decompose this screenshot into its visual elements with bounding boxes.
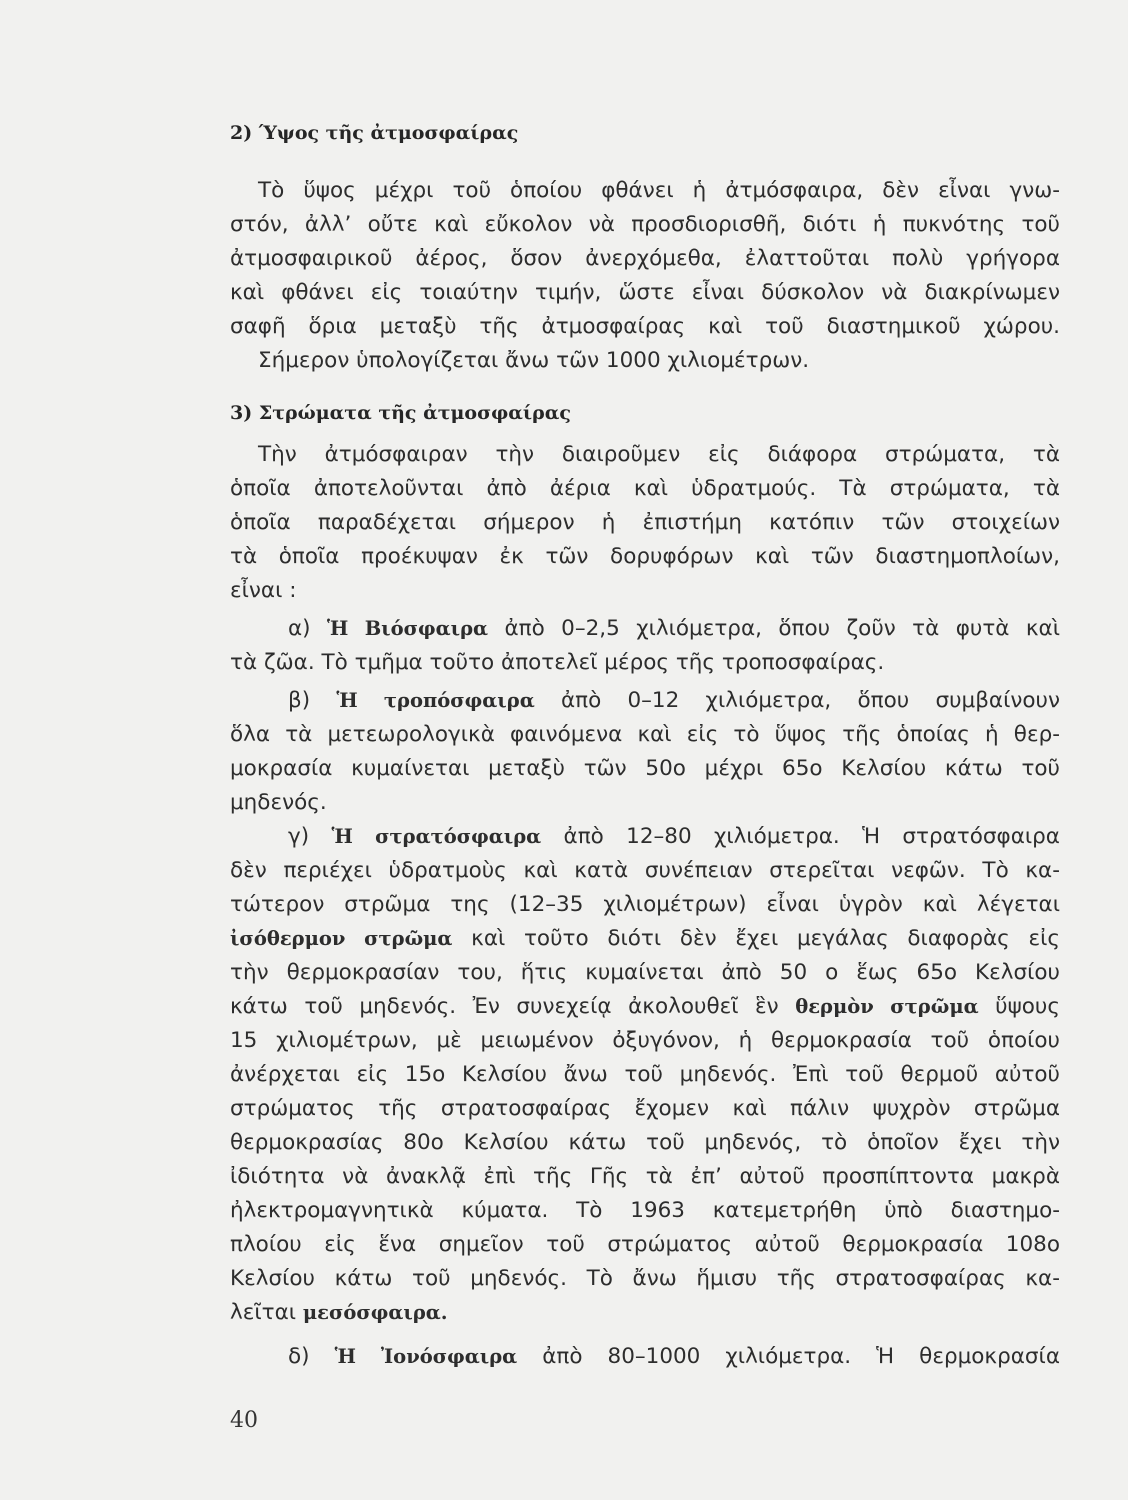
layer-label: δ)	[288, 1344, 310, 1369]
paragraph-line: 15 χιλιομέτρων, μὲ μειωμένον ὀξυγόνον, ἡ θερμοκρασία τοῦ ὁποίου	[230, 1028, 1060, 1053]
paragraph-line	[230, 1298, 1060, 1328]
paragraph-line: Κελσίου κάτω τοῦ μηδενός. Τὸ ἄνω ἥμισυ τῆς στρατοσφαίρας κα-	[230, 1266, 1060, 1291]
paragraph-line: Τὴν ἀτμόσφαιραν τὴν διαιροῦμεν εἰς διάφορα στρώματα, τὰ	[258, 442, 1060, 467]
paragraph-line: Σήμερον ὑπολογίζεται ἄνω τῶν 1000 χιλιομέτρων.	[258, 348, 810, 373]
paragraph-line	[230, 992, 1060, 1022]
paragraph-line: ὁποῖα ἀποτελοῦνται ἀπὸ ἀέρια καὶ ὑδρατμούς. Τὰ στρώματα, τὰ	[230, 476, 1060, 501]
mesosphere-term: μεσόσφαιρα.	[302, 1301, 448, 1324]
layer-text: ἀπὸ 0–12 χιλιόμετρα, ὅπου συμβαίνουν	[560, 688, 1060, 713]
layer-stratosphere-line	[288, 822, 1060, 852]
layer-text: ἀπὸ 80–1000 χιλιόμετρα. Ἡ θερμοκρασία	[542, 1344, 1060, 1369]
layer-name: Ἡ στρατόσφαιρα	[331, 825, 542, 848]
section-heading-altitude: 2) Ύψος τῆς ἀτμοσφαίρας	[230, 122, 519, 144]
paragraph-line: ὁποῖα παραδέχεται σήμερον ἡ ἐπιστήμη κατόπιν τῶν στοιχείων	[230, 510, 1060, 535]
layer-troposphere-line	[288, 686, 1060, 716]
paragraph-line: ὅλα τὰ μετεωρολογικὰ φαινόμενα καὶ εἰς τὸ ὕψος τῆς ὁποίας ἡ θερ-	[230, 722, 1060, 747]
paragraph-line: στρώματος τῆς στρατοσφαίρας ἔχομεν καὶ πάλιν ψυχρὸν στρῶμα	[230, 1096, 1060, 1121]
paragraph-line: ἰδιότητα νὰ ἀνακλᾷ ἐπὶ τῆς Γῆς τὰ ἐπ’ αὐτοῦ προσπίπτοντα μακρὰ	[230, 1164, 1060, 1189]
layer-ionosphere-line	[288, 1342, 1060, 1372]
layer-label: α)	[288, 616, 311, 641]
paragraph-line: τὴν θερμοκρασίαν του, ἥτις κυμαίνεται ἀπὸ 50 ο ἕως 65ο Κελσίου	[230, 960, 1060, 985]
paragraph-line: στόν, ἀλλ’ οὔτε καὶ εὔκολον νὰ προσδιορισθῆ, διότι ἡ πυκνότης τοῦ	[230, 212, 1060, 237]
paragraph-line: ἀτμοσφαιρικοῦ ἀέρος, ὅσον ἀνερχόμεθα, ἐλαττοῦται πολὺ γρήγορα	[230, 246, 1060, 271]
paragraph-line: δὲν περιέχει ὑδρατμοὺς καὶ κατὰ συνέπειαν στερεῖται νεφῶν. Τὸ κα-	[230, 858, 1060, 883]
layer-name: Ἡ Ἰονόσφαιρα	[334, 1345, 518, 1368]
paragraph-line: τὰ ὁποῖα προέκυψαν ἐκ τῶν δορυφόρων καὶ τῶν διαστημοπλοίων,	[230, 544, 1060, 569]
layer-text: λεῖται	[230, 1300, 297, 1325]
paragraph-line: τώτερον στρῶμα της (12–35 χιλιομέτρων) εἶναι ὑγρὸν καὶ λέγεται	[230, 892, 1060, 917]
isothermal-layer-term: ἰσόθερμον στρῶμα	[230, 927, 453, 950]
layer-name: Ἡ Βιόσφαιρα	[326, 617, 489, 640]
layer-text: ὕψους	[995, 994, 1060, 1019]
warm-layer-term: θερμὸν στρῶμα	[795, 995, 979, 1018]
paragraph-line: μοκρασία κυμαίνεται μεταξὺ τῶν 50ο μέχρι 65ο Κελσίου κάτω τοῦ	[230, 756, 1060, 781]
paragraph-line: τὰ ζῶα. Τὸ τμῆμα τοῦτο ἀποτελεῖ μέρος τῆς τροποσφαίρας.	[230, 650, 885, 675]
paragraph-line: σαφῆ ὅρια μεταξὺ τῆς ἀτμοσφαίρας καὶ τοῦ διαστημικοῦ χώρου.	[230, 314, 1060, 339]
layer-label: γ)	[288, 824, 310, 849]
paragraph-line: πλοίου εἰς ἕνα σημεῖον τοῦ στρώματος αὐτοῦ θερμοκρασία 108ο	[230, 1232, 1060, 1257]
paragraph-line	[230, 924, 1060, 954]
layer-biosphere-line	[288, 614, 1060, 644]
page-number: 40	[230, 1408, 258, 1433]
paragraph-line: Τὸ ὕψος μέχρι τοῦ ὁποίου φθάνει ἡ ἀτμόσφαιρα, δὲν εἶναι γνω-	[258, 178, 1060, 203]
layer-label: β)	[288, 688, 311, 713]
paragraph-line: θερμοκρασίας 80ο Κελσίου κάτω τοῦ μηδενός, τὸ ὁποῖον ἔχει τὴν	[230, 1130, 1060, 1155]
paragraph-line: ἠλεκτρομαγνητικὰ κύματα. Τὸ 1963 κατεμετρήθη ὑπὸ διαστημο-	[230, 1198, 1060, 1223]
layer-name: Ἡ τροπόσφαιρα	[336, 689, 535, 712]
layer-text: ἀπὸ 0–2,5 χιλιόμετρα, ὅπου ζοῦν τὰ φυτὰ καὶ	[504, 616, 1060, 641]
paragraph-line: καὶ φθάνει εἰς τοιαύτην τιμήν, ὥστε εἶναι δύσκολον νὰ διακρίνωμεν	[230, 280, 1060, 305]
paragraph-line: εἶναι :	[230, 578, 297, 603]
layer-text: κάτω τοῦ μηδενός. Ἐν συνεχείᾳ ἀκολουθεῖ ἓν	[230, 994, 779, 1019]
layer-text: καὶ τοῦτο διότι δὲν ἔχει μεγάλας διαφορὰς εἰς	[471, 926, 1060, 951]
paragraph-line: μηδενός.	[230, 790, 327, 815]
layer-text: ἀπὸ 12–80 χιλιόμετρα. Ἡ στρατόσφαιρα	[563, 824, 1060, 849]
paragraph-line: ἀνέρχεται εἰς 15ο Κελσίου ἄνω τοῦ μηδενός. Ἐπὶ τοῦ θερμοῦ αὐτοῦ	[230, 1062, 1060, 1087]
section-heading-layers: 3) Στρώματα τῆς ἀτμοσφαίρας	[230, 402, 571, 424]
